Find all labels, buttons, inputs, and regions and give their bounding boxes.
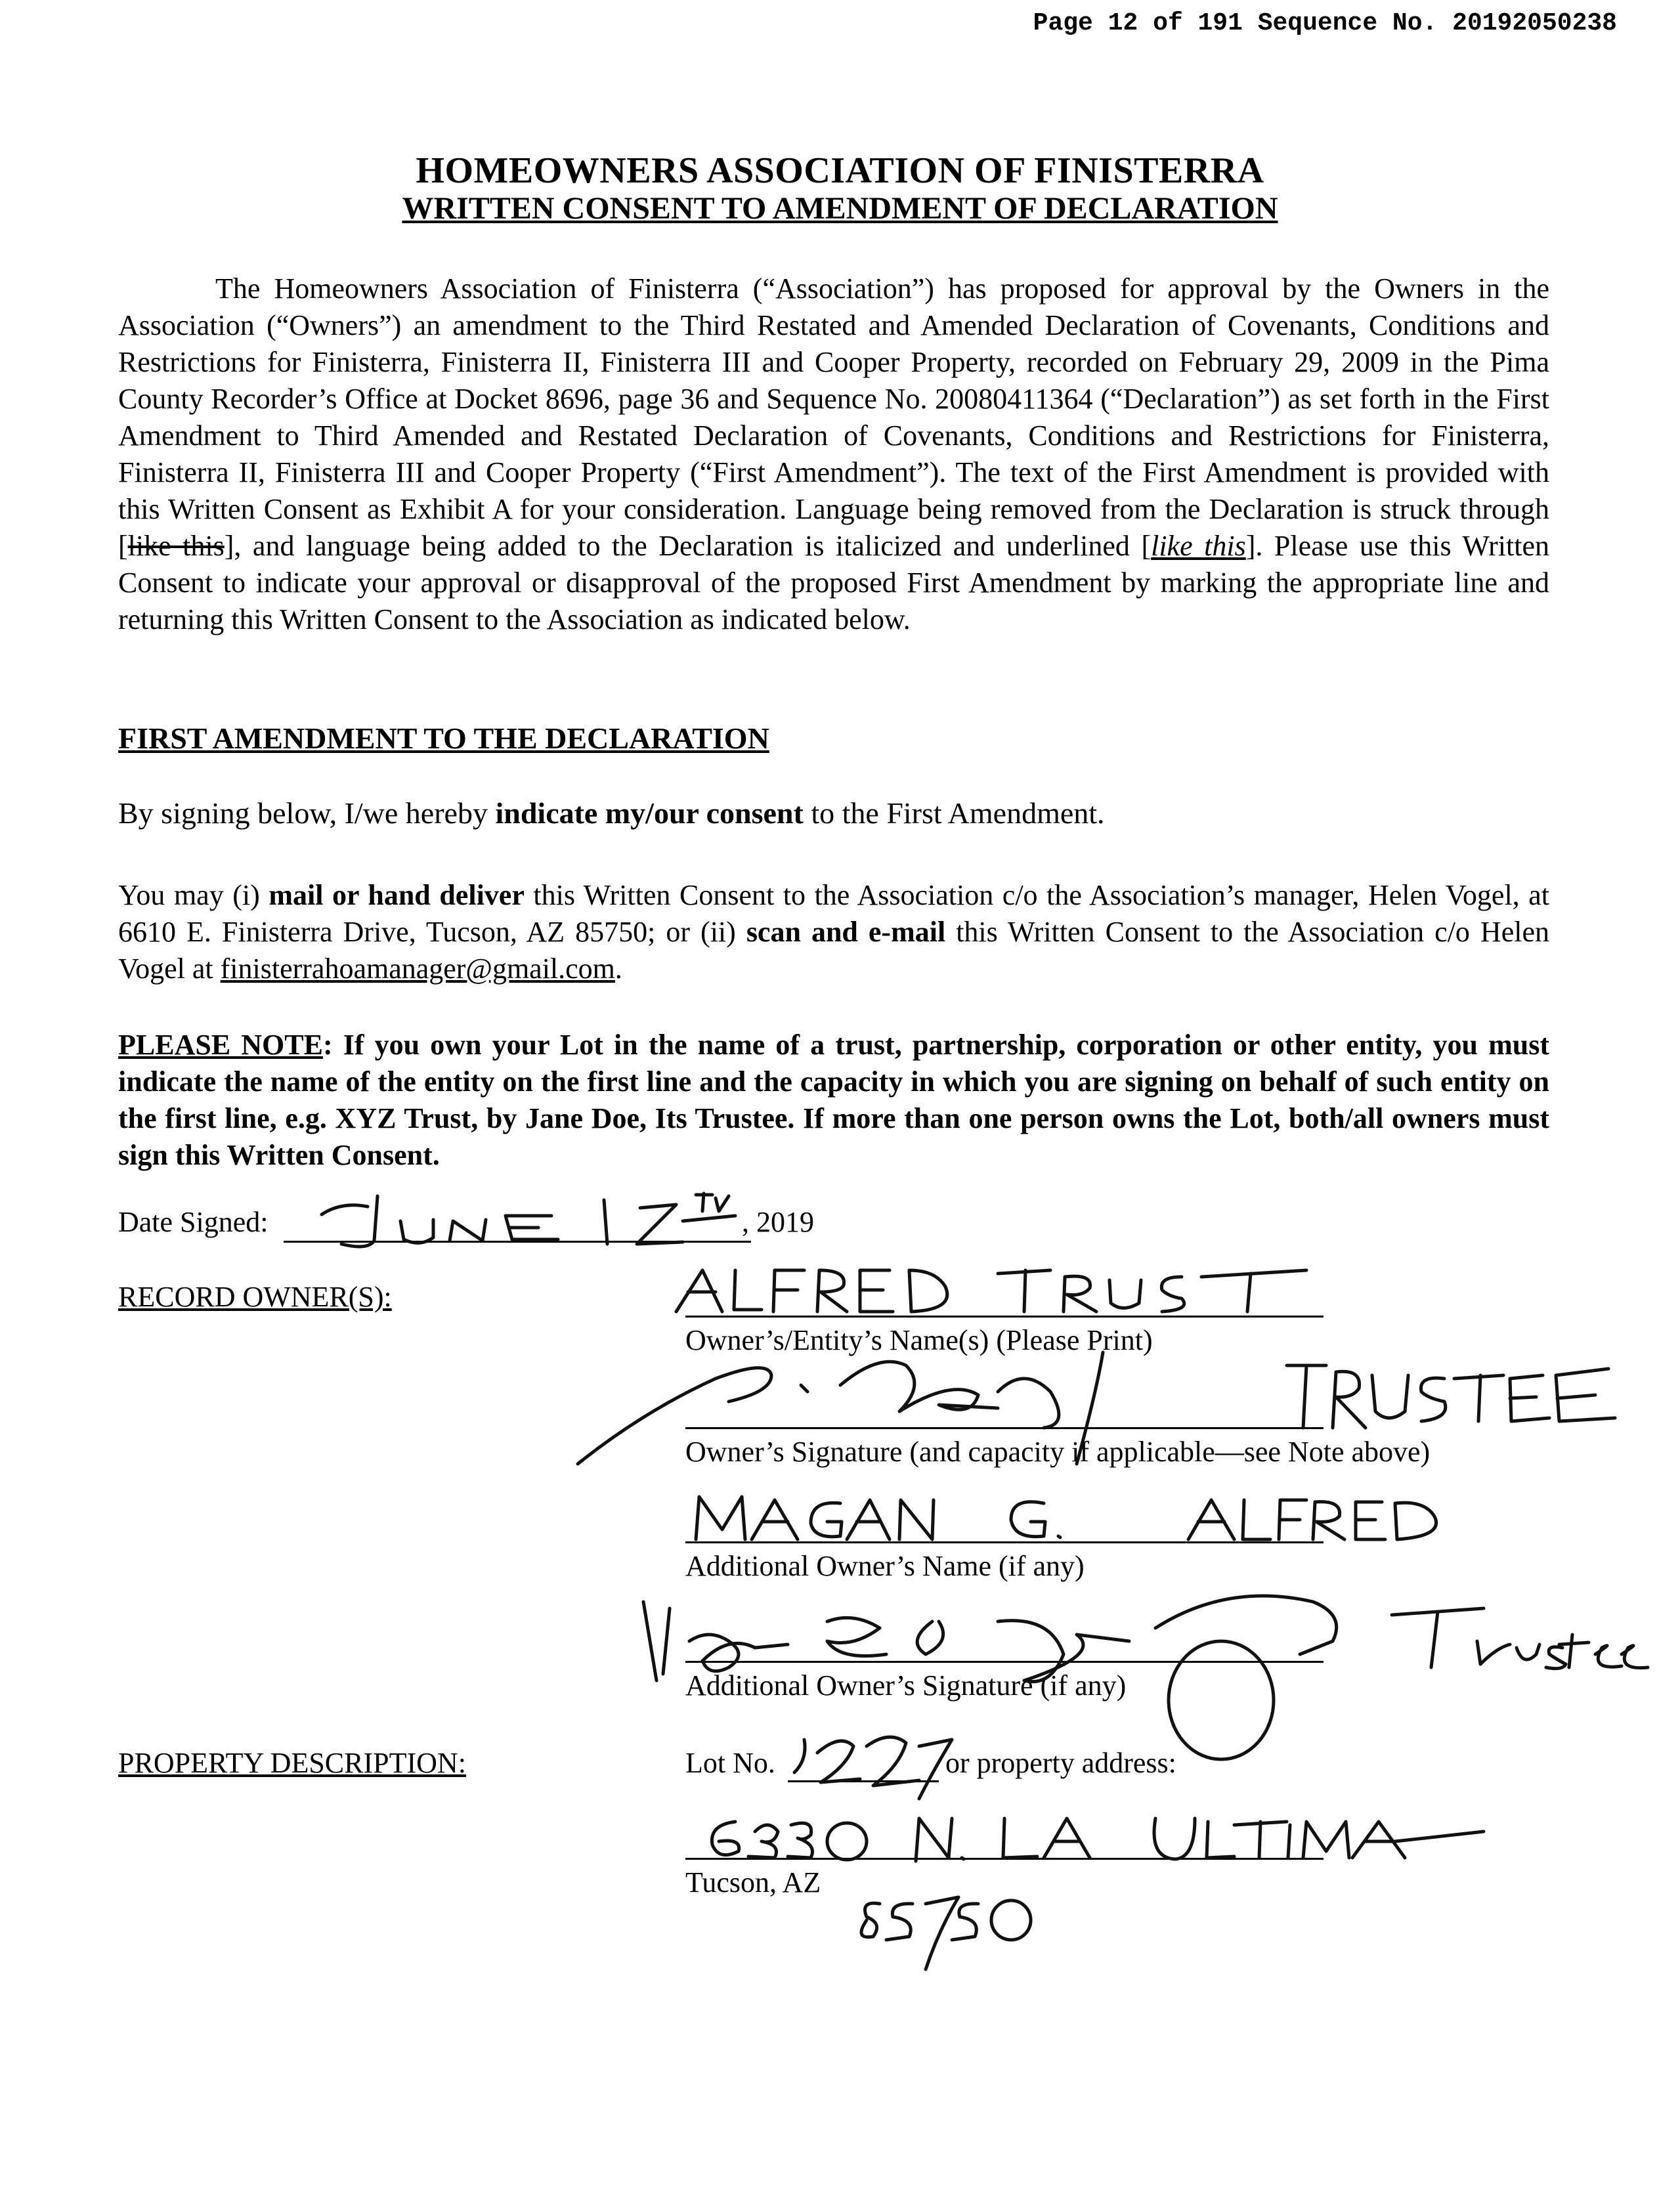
struck-example: like this: [127, 530, 225, 562]
document-title: HOMEOWNERS ASSOCIATION OF FINISTERRA: [416, 150, 1264, 191]
date-signed-label: Date Signed:: [118, 1206, 269, 1238]
section-title: FIRST AMENDMENT TO THE DECLARATION: [118, 721, 769, 755]
additional-signature-caption: Additional Owner’s Signature (if any): [685, 1669, 1127, 1702]
additional-name-caption: Additional Owner’s Name (if any): [685, 1550, 1085, 1582]
handwritten-owner-signature: [578, 1352, 1615, 1464]
note-text: : If you own your Lot in the name of a trust, partnership, corporation or other entity, you must indicate the name of the entity on the first line and the capacity in which you are signing on behalf of such entity on the first line, e.g. XYZ Trust, by Jane Doe, Its Trustee. If more than one person owns the Lot, both/all owners must sign this Written Consent.: [118, 1029, 1549, 1171]
handwritten-date: [322, 1193, 735, 1247]
added-example: like this: [1151, 530, 1246, 562]
delivery-text-1: You may (i): [118, 879, 269, 911]
note-label: PLEASE NOTE: [118, 1029, 323, 1061]
handwritten-additional-signature: [643, 1596, 1648, 1759]
owner-signature-caption: Owner’s Signature (and capacity if applicable—see Note above): [685, 1436, 1431, 1468]
intro-text-2: ], and language being added to the Declaration is italicized and underlined [: [224, 530, 1152, 562]
handwritten-property-address: [712, 1818, 1484, 1969]
lot-number-caption: Lot No.: [685, 1747, 775, 1779]
property-address-caption: or property address:: [945, 1747, 1176, 1779]
consent-pre: By signing below, I/we hereby: [118, 796, 496, 830]
page-sequence-header: Page 12 of 191 Sequence No. 20192050238: [1033, 9, 1617, 37]
delivery-bold-2: scan and e-mail: [746, 916, 946, 948]
record-owners-label: RECORD OWNER(S):: [118, 1281, 392, 1313]
handwritten-additional-name: [696, 1497, 1436, 1539]
city-caption: Tucson, AZ: [685, 1866, 821, 1898]
handwritten-owner-name: [676, 1270, 1306, 1312]
date-year: , 2019: [742, 1206, 814, 1238]
intro-text-1: The Homeowners Association of Finisterra (“Association”) has proposed for approval by the Owners in the Association (“Owners”) an amendment to the Third Restated and Amended Declaration of Covenants, Conditions and Restrictions for Finisterra, Finisterra II, Finisterra III and Cooper Property, recorded on February 29, 2009 in the Pima County Recorder’s Office at Docket 8696, page 36 and Sequence No. 20080411364 (“Declaration”) as set forth in the First Amendment to Third Amended and Restated Declaration of Covenants, Conditions and Restrictions for Finisterra, Finisterra II, Finisterra III and Cooper Property (“First Amendment”). The text of the First Amendment is provided with this Written Consent as Exhibit A for your consideration. Language being removed from the Declaration is struck through [: [118, 272, 1549, 562]
property-description-label: PROPERTY DESCRIPTION:: [118, 1747, 466, 1779]
delivery-bold-1: mail or hand deliver: [269, 879, 525, 911]
delivery-text-3: this Written Consent to the Association c/o Helen Vogel at: [118, 916, 1549, 985]
owner-name-caption: Owner’s/Entity’s Name(s) (Please Print): [685, 1324, 1153, 1356]
manager-email: finisterrahoamanager@gmail.com: [220, 953, 615, 985]
delivery-text-4: .: [614, 953, 622, 985]
delivery-text-2: this Written Consent to the Association c/o the Association’s manager, Helen Vogel, at 6610 E. Finisterra Drive, Tucson, AZ 85750; or (ii): [118, 879, 1549, 948]
consent-bold: indicate my/our consent: [495, 796, 804, 830]
handwritten-lot-number: [794, 1737, 952, 1799]
consent-post: to the First Amendment.: [803, 796, 1105, 830]
document-subtitle: WRITTEN CONSENT TO AMENDMENT OF DECLARATION: [402, 191, 1278, 226]
intro-text-3: ]. Please use this Written Consent to indicate your approval or disapproval of the proposed First Amendment by marking the appropriate line and returning this Written Consent to the Association as indicated below.: [118, 530, 1549, 635]
